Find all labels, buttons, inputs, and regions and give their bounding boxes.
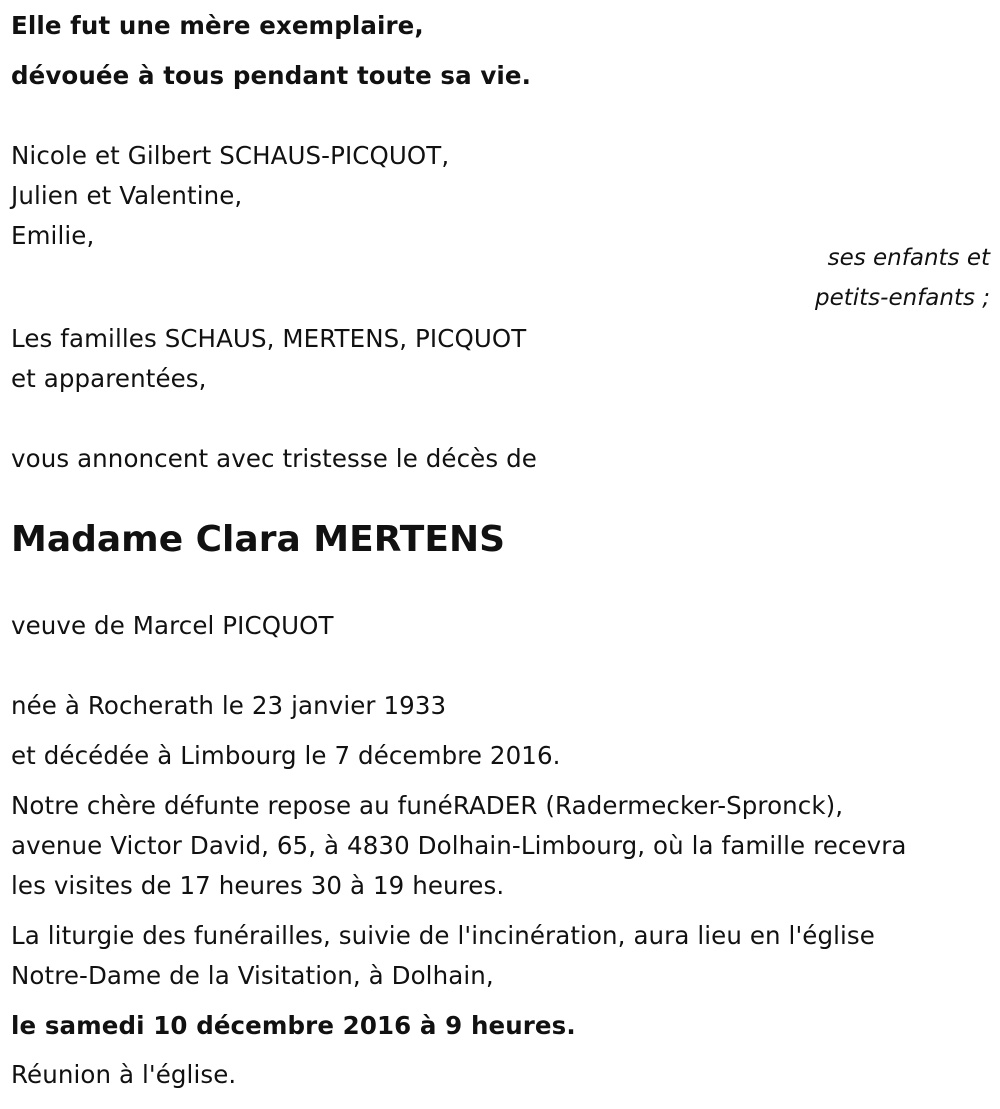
widow-line: veuve de Marcel PICQUOT: [11, 611, 334, 640]
intro-line-1: Elle fut une mère exemplaire,: [11, 11, 424, 40]
family-line-1: Nicole et Gilbert SCHAUS-PICQUOT,: [11, 141, 450, 170]
family-line-2: Julien et Valentine,: [11, 181, 243, 210]
family-role-1: ses enfants et: [827, 245, 990, 271]
intro-line-2: dévouée à tous pendant toute sa vie.: [11, 61, 532, 90]
visitation-line-1: Notre chère défunte repose au funéRADER (Radermecker-Spronck),: [11, 791, 844, 820]
death-line: et décédée à Limbourg le 7 décembre 2016.: [11, 741, 561, 770]
funeral-line-2: Notre-Dame de la Visitation, à Dolhain,: [11, 961, 494, 990]
funeral-date: le samedi 10 décembre 2016 à 9 heures.: [11, 1011, 576, 1040]
visitation-line-2: avenue Victor David, 65, à 4830 Dolhain-Limbourg, où la famille recevra: [11, 831, 907, 860]
birth-line: née à Rocherath le 23 janvier 1933: [11, 691, 447, 720]
funeral-line-1: La liturgie des funérailles, suivie de l'incinération, aura lieu en l'église: [11, 921, 875, 950]
family-line-5: et apparentées,: [11, 364, 207, 393]
visitation-line-3: les visites de 17 heures 30 à 19 heures.: [11, 871, 505, 900]
family-line-3: Emilie,: [11, 221, 95, 250]
family-line-4: Les familles SCHAUS, MERTENS, PICQUOT: [11, 324, 527, 353]
deceased-name: Madame Clara MERTENS: [11, 519, 505, 560]
family-role-2: petits-enfants ;: [814, 285, 990, 311]
meeting-line: Réunion à l'église.: [11, 1060, 237, 1089]
announcement: vous annoncent avec tristesse le décès de: [11, 444, 537, 473]
